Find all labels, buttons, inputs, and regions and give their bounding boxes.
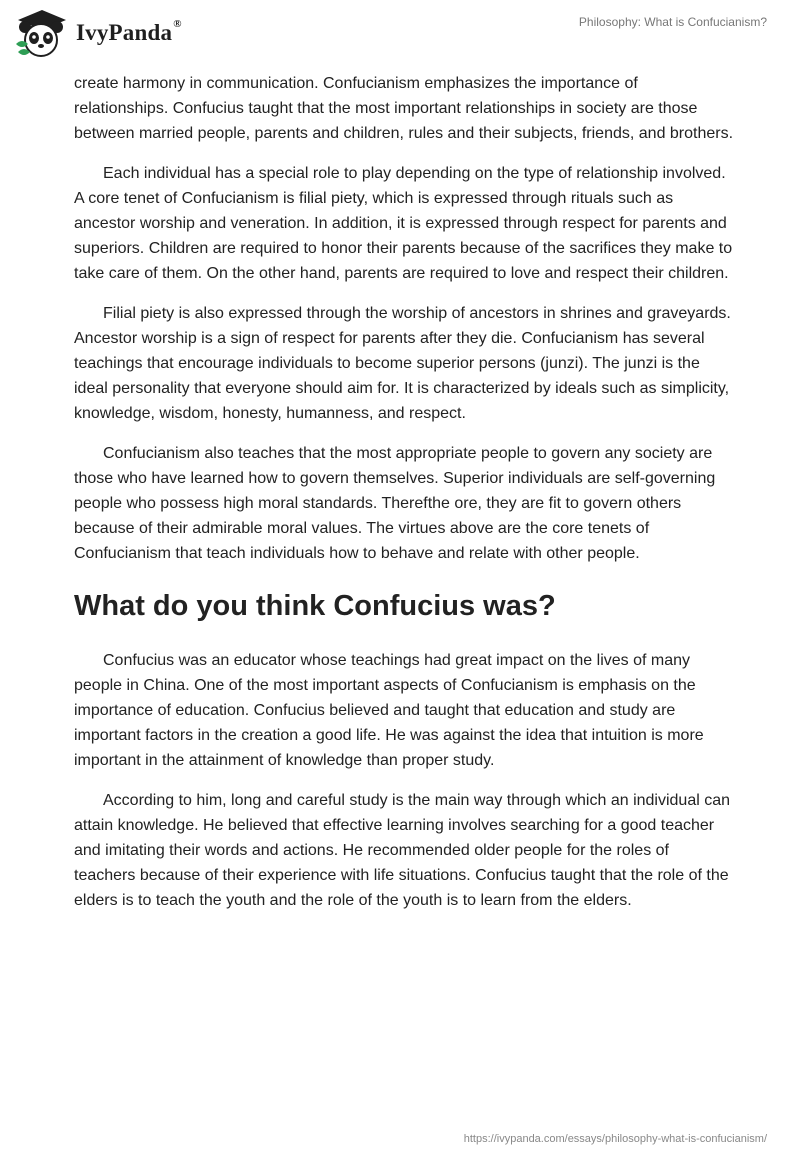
source-url[interactable]: https://ivypanda.com/essays/philosophy-what-is-confucianism/ bbox=[463, 1133, 767, 1145]
brand-name: IvyPanda® bbox=[76, 18, 182, 45]
registered-mark: ® bbox=[173, 18, 182, 31]
paragraph-6: According to him, long and careful study is the main way through which an individual can attain knowledge. He believed that effective learning involves searching for a good teacher and imitating their words and actions. He recommended older people for the roles of teachers because of their experience with life situations. Confucius taught that the role of the elders is to teach the youth and the role of the youth is to learn from the elders. bbox=[74, 792, 731, 909]
paragraph-3: Filial piety is also expressed through the worship of ancestors in shrines and graveyards. Ancestor worship is a sign of respect for parents after they die. Confucianism has several teachings that encourage individuals to become superior persons (junzi). The junzi is the ideal personality that everyone should aim for. It is characterized by ideals such as simplicity, knowledge, wisdom, honesty, humanness, and respect. bbox=[74, 305, 731, 422]
section-heading: What do you think Confucius was? bbox=[74, 590, 556, 622]
essay-body bbox=[74, 71, 734, 928]
paragraph-2: Each individual has a special role to play depending on the type of relationship involved. A core tenet of Confucianism is filial piety, which is expressed through rituals such as ancestor worship and veneration. In addition, it is expressed through respect for parents and superiors. Children are required to honor their parents because of the sacrifices they make to take care of them. On the other hand, parents are required to love and respect their children. bbox=[74, 165, 733, 282]
paragraph-4: Confucianism also teaches that the most appropriate people to govern any society are those who have learned how to govern themselves. Superior individuals are self-governing people who possess high moral standards. Therefthe ore, they are fit to govern others because of their admirable moral values. The virtues above are the core tenets of Confucianism that teach individuals how to behave and relate with other people. bbox=[74, 445, 716, 562]
paragraph-1: create harmony in communication. Confucianism emphasizes the importance of relationships. Confucius taught that the most important relationships in society are those between married people, parents and children, rules and their subjects, friends, and brothers. bbox=[74, 75, 734, 142]
brand-logo[interactable] bbox=[14, 8, 182, 58]
paragraph-5: Confucius was an educator whose teachings had great impact on the lives of many people in China. One of the most important aspects of Confucianism is emphasis on the importance of education. Confucius believed and taught that education and study are important factors in the creation a good life. He was against the idea that intuition is more important in the attainment of knowledge than proper study. bbox=[74, 652, 704, 769]
panda-graduate-icon bbox=[14, 8, 70, 58]
document-title: Philosophy: What is Confucianism? bbox=[578, 15, 767, 29]
